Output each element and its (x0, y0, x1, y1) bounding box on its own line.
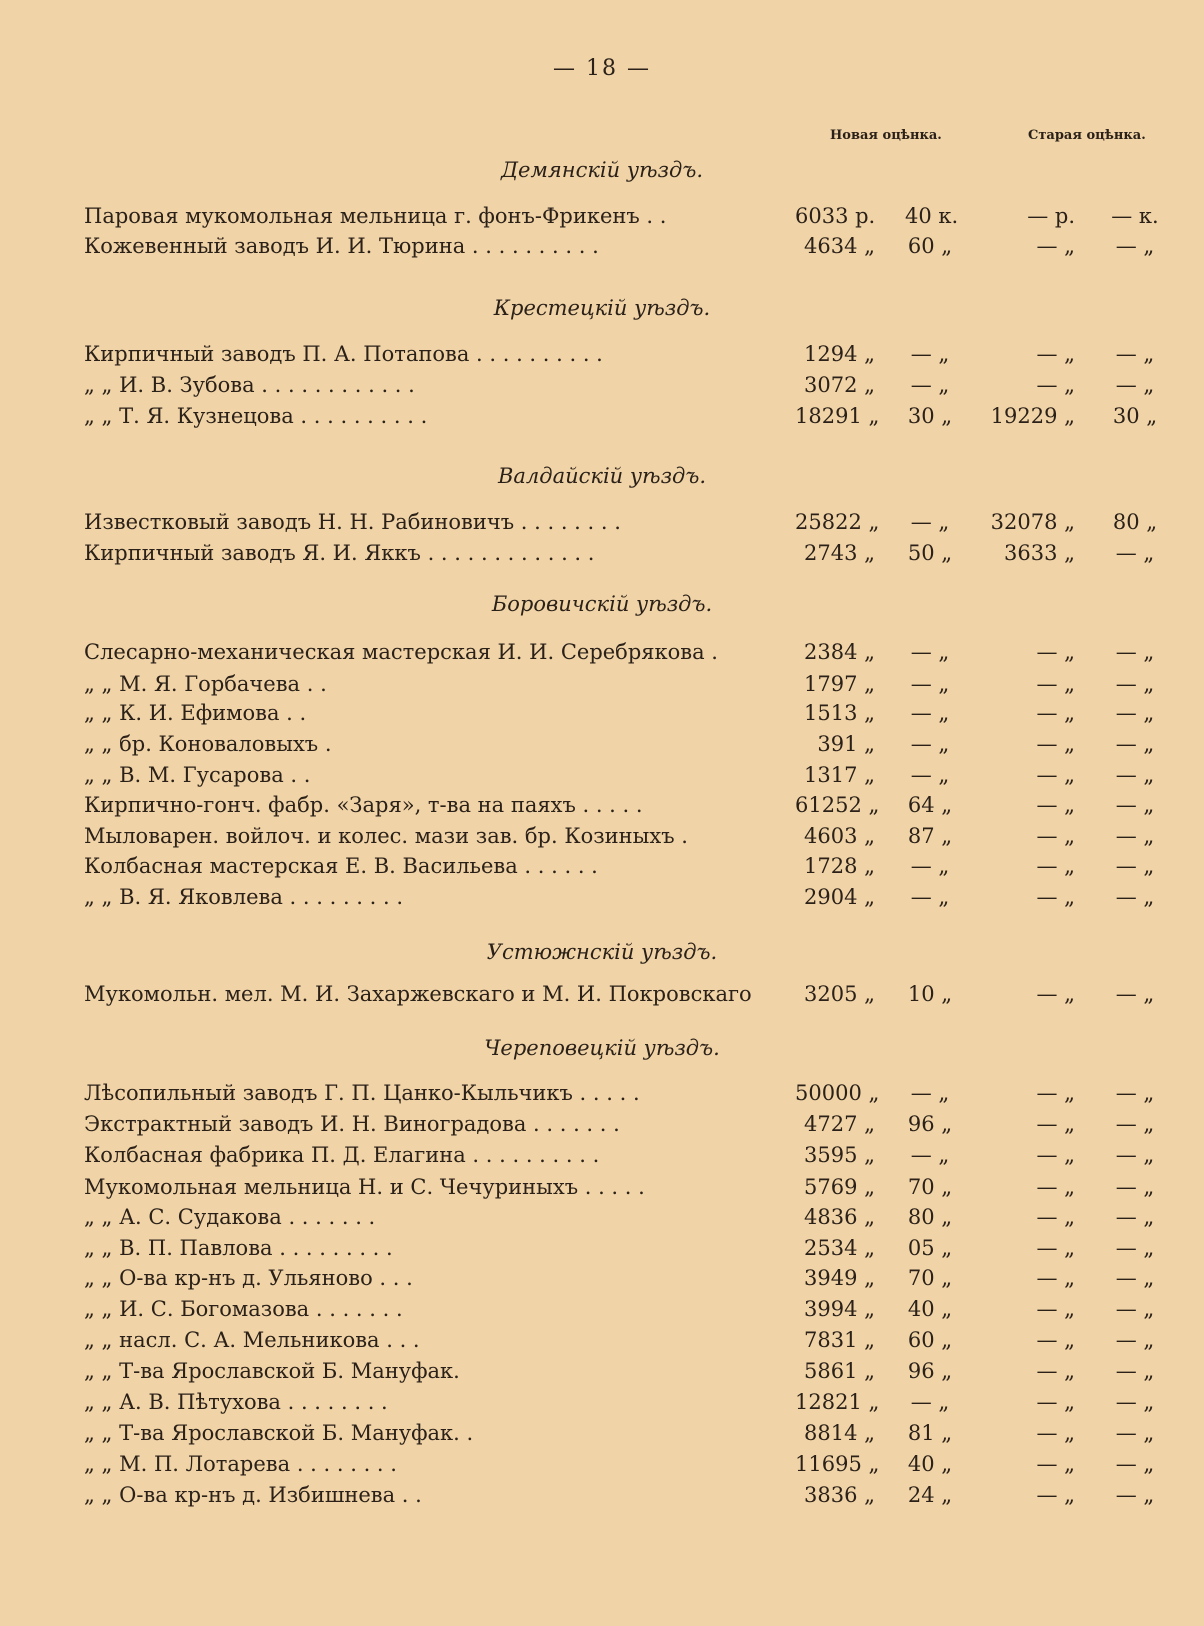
old-valuation-kopecks: — „ (1115, 640, 1155, 664)
list-item (0, 1143, 1204, 1173)
new-valuation-kopecks: 64 „ (907, 793, 953, 817)
new-valuation-kopecks: 10 „ (907, 982, 953, 1006)
enterprise-name: Мыловарен. войлоч. и колес. мази зав. бр. Козиныхъ . (84, 824, 688, 848)
old-valuation-kopecks: — „ (1115, 732, 1155, 756)
old-valuation-rubles: 3633 „ (1004, 541, 1075, 565)
new-valuation-rubles: 1728 „ (804, 854, 875, 878)
page-number: — 18 — (553, 56, 651, 81)
new-valuation-kopecks: — „ (910, 701, 950, 725)
new-valuation-kopecks: — „ (910, 732, 950, 756)
new-valuation-kopecks: — „ (910, 854, 950, 878)
enterprise-name: Лѣсопильный заводъ Г. П. Цанко-Кыльчикъ . . . . . (84, 1081, 640, 1105)
old-valuation-kopecks: — „ (1115, 342, 1155, 366)
old-valuation-kopecks: — „ (1115, 854, 1155, 878)
old-valuation-rubles: — „ (1036, 1452, 1075, 1476)
new-valuation-rubles: 3072 „ (804, 373, 875, 397)
new-valuation-kopecks: 05 „ (907, 1236, 953, 1260)
new-valuation-rubles: 1513 „ (804, 701, 875, 725)
old-valuation-rubles: — „ (1036, 1266, 1075, 1290)
new-valuation-rubles: 18291 „ (795, 404, 880, 428)
enterprise-name: „ „ О-ва кр-нъ д. Избишнева . . (84, 1483, 422, 1507)
enterprise-name: „ „ А. С. Судакова . . . . . . . (84, 1205, 376, 1229)
old-valuation-rubles: — „ (1036, 1205, 1075, 1229)
new-valuation-rubles: 3836 „ (804, 1483, 875, 1507)
old-valuation-kopecks: — „ (1115, 701, 1155, 725)
new-valuation-kopecks: — „ (910, 672, 950, 696)
old-valuation-kopecks: — „ (1115, 1359, 1155, 1383)
old-valuation-kopecks: — „ (1115, 1483, 1155, 1507)
new-valuation-kopecks: 70 „ (907, 1175, 953, 1199)
enterprise-name: „ „ И. С. Богомазова . . . . . . . (84, 1297, 403, 1321)
enterprise-name: „ „ Т-ва Ярославской Б. Мануфак. (84, 1359, 460, 1383)
old-valuation-kopecks: — „ (1115, 672, 1155, 696)
old-valuation-rubles: — „ (1036, 672, 1075, 696)
list-item (0, 1266, 1204, 1296)
district-heading: Валдайскій уѣздъ. (497, 464, 707, 488)
old-valuation-kopecks: — „ (1115, 1390, 1155, 1414)
new-valuation-kopecks: 40 „ (907, 1452, 953, 1476)
old-valuation-kopecks: — „ (1115, 1143, 1155, 1167)
column-header-old: Старая оцѣнка. (1028, 128, 1146, 143)
enterprise-name: „ „ М. Я. Горбачева . . (84, 672, 327, 696)
new-valuation-rubles: 11695 „ (795, 1452, 880, 1476)
list-item (0, 1081, 1204, 1111)
new-valuation-kopecks: — „ (910, 885, 950, 909)
old-valuation-rubles: — „ (1036, 732, 1075, 756)
new-valuation-rubles: 2904 „ (804, 885, 875, 909)
new-valuation-rubles: 4836 „ (804, 1205, 875, 1229)
old-valuation-kopecks: — „ (1115, 1266, 1155, 1290)
old-valuation-rubles: — „ (1036, 854, 1075, 878)
district-heading: Боровичскій уѣздъ. (491, 592, 713, 616)
list-item (0, 373, 1204, 403)
new-valuation-kopecks: 40 „ (907, 1297, 953, 1321)
enterprise-name: „ „ И. В. Зубова . . . . . . . . . . . . (84, 373, 415, 397)
old-valuation-rubles: — „ (1036, 763, 1075, 787)
district-heading: Устюжнскій уѣздъ. (486, 940, 718, 964)
list-item (0, 672, 1204, 702)
old-valuation-rubles: — „ (1036, 640, 1075, 664)
old-valuation-kopecks: — „ (1115, 1421, 1155, 1445)
new-valuation-kopecks: 80 „ (907, 1205, 953, 1229)
new-valuation-kopecks: 30 „ (907, 404, 953, 428)
old-valuation-kopecks: — „ (1115, 373, 1155, 397)
list-item (0, 640, 1204, 670)
new-valuation-rubles: 3949 „ (804, 1266, 875, 1290)
enterprise-name: „ „ К. И. Ефимова . . (84, 701, 307, 725)
enterprise-name: „ „ В. Я. Яковлева . . . . . . . . . (84, 885, 404, 909)
enterprise-name: „ „ О-ва кр-нъ д. Ульяново . . . (84, 1266, 413, 1290)
old-valuation-rubles: 32078 „ (990, 510, 1075, 534)
list-item (0, 982, 1204, 1012)
new-valuation-rubles: 7831 „ (804, 1328, 875, 1352)
old-valuation-kopecks: — „ (1115, 885, 1155, 909)
enterprise-name: Кожевенный заводъ И. И. Тюрина . . . . . . . . . . (84, 234, 599, 258)
list-item (0, 204, 1204, 234)
new-valuation-rubles: 25822 „ (795, 510, 880, 534)
enterprise-name: Паровая мукомольная мельница г. фонъ-Фрикенъ . . (84, 204, 667, 228)
new-valuation-rubles: 5861 „ (804, 1359, 875, 1383)
old-valuation-rubles: — „ (1036, 373, 1075, 397)
old-valuation-kopecks: — „ (1115, 1112, 1155, 1136)
enterprise-name: Мукомольная мельница Н. и С. Чечуриныхъ . . . . . (84, 1175, 645, 1199)
old-valuation-kopecks: — „ (1115, 1452, 1155, 1476)
list-item (0, 793, 1204, 823)
old-valuation-kopecks: — „ (1115, 1081, 1155, 1105)
enterprise-name: Кирпичный заводъ П. А. Потапова . . . . . . . . . . (84, 342, 603, 366)
new-valuation-kopecks: — „ (910, 342, 950, 366)
new-valuation-rubles: 4603 „ (804, 824, 875, 848)
old-valuation-rubles: — „ (1036, 885, 1075, 909)
new-valuation-rubles: 3205 „ (804, 982, 875, 1006)
old-valuation-rubles: — р. (1027, 204, 1075, 228)
list-item (0, 885, 1204, 915)
list-item (0, 854, 1204, 884)
new-valuation-kopecks: 87 „ (907, 824, 953, 848)
old-valuation-rubles: — „ (1036, 342, 1075, 366)
old-valuation-rubles: — „ (1036, 982, 1075, 1006)
district-heading: Череповецкій уѣздъ. (484, 1036, 720, 1060)
enterprise-name: Экстрактный заводъ И. Н. Виноградова . . . . . . . (84, 1112, 620, 1136)
column-header-new: Новая оцѣнка. (830, 128, 942, 143)
new-valuation-rubles: 2384 „ (804, 640, 875, 664)
old-valuation-rubles: — „ (1036, 1081, 1075, 1105)
list-item (0, 1175, 1204, 1205)
new-valuation-kopecks: — „ (910, 510, 950, 534)
old-valuation-rubles: — „ (1036, 1143, 1075, 1167)
district-heading: Крестецкій уѣздъ. (493, 296, 711, 320)
enterprise-name: Колбасная мастерская Е. В. Васильева . . . . . . (84, 854, 598, 878)
new-valuation-kopecks: 96 „ (907, 1112, 953, 1136)
new-valuation-rubles: 3994 „ (804, 1297, 875, 1321)
new-valuation-rubles: 1797 „ (804, 672, 875, 696)
list-item (0, 234, 1204, 264)
enterprise-name: „ „ В. М. Гусарова . . (84, 763, 311, 787)
list-item (0, 763, 1204, 793)
old-valuation-kopecks: — „ (1115, 1205, 1155, 1229)
old-valuation-kopecks: — „ (1115, 763, 1155, 787)
old-valuation-rubles: — „ (1036, 1483, 1075, 1507)
old-valuation-rubles: — „ (1036, 1112, 1075, 1136)
old-valuation-rubles: — „ (1036, 1421, 1075, 1445)
old-valuation-kopecks: — „ (1115, 1297, 1155, 1321)
list-item (0, 342, 1204, 372)
old-valuation-kopecks: 80 „ (1112, 510, 1158, 534)
new-valuation-kopecks: 50 „ (907, 541, 953, 565)
old-valuation-kopecks: — „ (1115, 824, 1155, 848)
new-valuation-rubles: 8814 „ (804, 1421, 875, 1445)
old-valuation-rubles: — „ (1036, 1175, 1075, 1199)
new-valuation-kopecks: 96 „ (907, 1359, 953, 1383)
new-valuation-rubles: 1294 „ (804, 342, 875, 366)
list-item (0, 1112, 1204, 1142)
new-valuation-rubles: 391 „ (817, 732, 875, 756)
old-valuation-kopecks: — „ (1115, 541, 1155, 565)
new-valuation-rubles: 2743 „ (804, 541, 875, 565)
new-valuation-rubles: 12821 „ (795, 1390, 880, 1414)
old-valuation-kopecks: — „ (1115, 982, 1155, 1006)
new-valuation-kopecks: — „ (910, 373, 950, 397)
old-valuation-rubles: — „ (1036, 824, 1075, 848)
new-valuation-kopecks: 70 „ (907, 1266, 953, 1290)
old-valuation-kopecks: — „ (1115, 793, 1155, 817)
old-valuation-rubles: — „ (1036, 701, 1075, 725)
list-item (0, 1205, 1204, 1235)
old-valuation-rubles: — „ (1036, 793, 1075, 817)
list-item (0, 1297, 1204, 1327)
list-item (0, 1452, 1204, 1482)
new-valuation-kopecks: — „ (910, 640, 950, 664)
old-valuation-kopecks: 30 „ (1112, 404, 1158, 428)
old-valuation-rubles: — „ (1036, 1328, 1075, 1352)
enterprise-name: „ „ Т-ва Ярославской Б. Мануфак. . (84, 1421, 474, 1445)
new-valuation-kopecks: 81 „ (907, 1421, 953, 1445)
old-valuation-rubles: — „ (1036, 1297, 1075, 1321)
new-valuation-rubles: 6033 р. (795, 204, 876, 228)
list-item (0, 1236, 1204, 1266)
list-item (0, 701, 1204, 731)
enterprise-name: „ „ А. В. Пѣтухова . . . . . . . . (84, 1390, 388, 1414)
old-valuation-rubles: — „ (1036, 234, 1075, 258)
new-valuation-kopecks: 24 „ (907, 1483, 953, 1507)
old-valuation-rubles: — „ (1036, 1390, 1075, 1414)
new-valuation-rubles: 4727 „ (804, 1112, 875, 1136)
list-item (0, 732, 1204, 762)
old-valuation-kopecks: — „ (1115, 234, 1155, 258)
enterprise-name: „ „ бр. Коноваловыхъ . (84, 732, 332, 756)
old-valuation-kopecks: — „ (1115, 1328, 1155, 1352)
old-valuation-rubles: 19229 „ (990, 404, 1075, 428)
new-valuation-kopecks: — „ (910, 1143, 950, 1167)
new-valuation-kopecks: 60 „ (907, 1328, 953, 1352)
enterprise-name: Кирпично-гонч. фабр. «Заря», т-ва на паяхъ . . . . . (84, 793, 643, 817)
new-valuation-rubles: 3595 „ (804, 1143, 875, 1167)
new-valuation-rubles: 2534 „ (804, 1236, 875, 1260)
new-valuation-kopecks: — „ (910, 763, 950, 787)
list-item (0, 541, 1204, 571)
new-valuation-rubles: 5769 „ (804, 1175, 875, 1199)
list-item (0, 1390, 1204, 1420)
list-item (0, 510, 1204, 540)
new-valuation-kopecks: 60 „ (907, 234, 953, 258)
list-item (0, 1359, 1204, 1389)
enterprise-name: Слесарно-механическая мастерская И. И. Серебрякова . (84, 640, 718, 664)
enterprise-name: Колбасная фабрика П. Д. Елагина . . . . . . . . . . (84, 1143, 600, 1167)
enterprise-name: „ „ В. П. Павлова . . . . . . . . . (84, 1236, 393, 1260)
enterprise-name: Кирпичный заводъ Я. И. Яккъ . . . . . . . . . . . . . (84, 541, 595, 565)
new-valuation-rubles: 1317 „ (804, 763, 875, 787)
old-valuation-rubles: — „ (1036, 1236, 1075, 1260)
list-item (0, 404, 1204, 434)
new-valuation-rubles: 50000 „ (795, 1081, 880, 1105)
new-valuation-rubles: 61252 „ (795, 793, 880, 817)
district-heading: Демянскій уѣздъ. (500, 158, 703, 182)
enterprise-name: „ „ М. П. Лотарева . . . . . . . . (84, 1452, 397, 1476)
list-item (0, 1328, 1204, 1358)
enterprise-name: „ „ Т. Я. Кузнецова . . . . . . . . . . (84, 404, 428, 428)
old-valuation-kopecks: — к. (1111, 204, 1159, 228)
list-item (0, 1483, 1204, 1513)
enterprise-name: Известковый заводъ Н. Н. Рабиновичъ . . . . . . . . (84, 510, 621, 534)
old-valuation-kopecks: — „ (1115, 1175, 1155, 1199)
enterprise-name: Мукомольн. мел. М. И. Захаржевскаго и М. И. Покровскаго (84, 982, 752, 1006)
list-item (0, 824, 1204, 854)
new-valuation-kopecks: 40 к. (905, 204, 959, 228)
old-valuation-rubles: — „ (1036, 1359, 1075, 1383)
new-valuation-rubles: 4634 „ (804, 234, 875, 258)
enterprise-name: „ „ насл. С. А. Мельникова . . . (84, 1328, 420, 1352)
list-item (0, 1421, 1204, 1451)
new-valuation-kopecks: — „ (910, 1390, 950, 1414)
old-valuation-kopecks: — „ (1115, 1236, 1155, 1260)
new-valuation-kopecks: — „ (910, 1081, 950, 1105)
